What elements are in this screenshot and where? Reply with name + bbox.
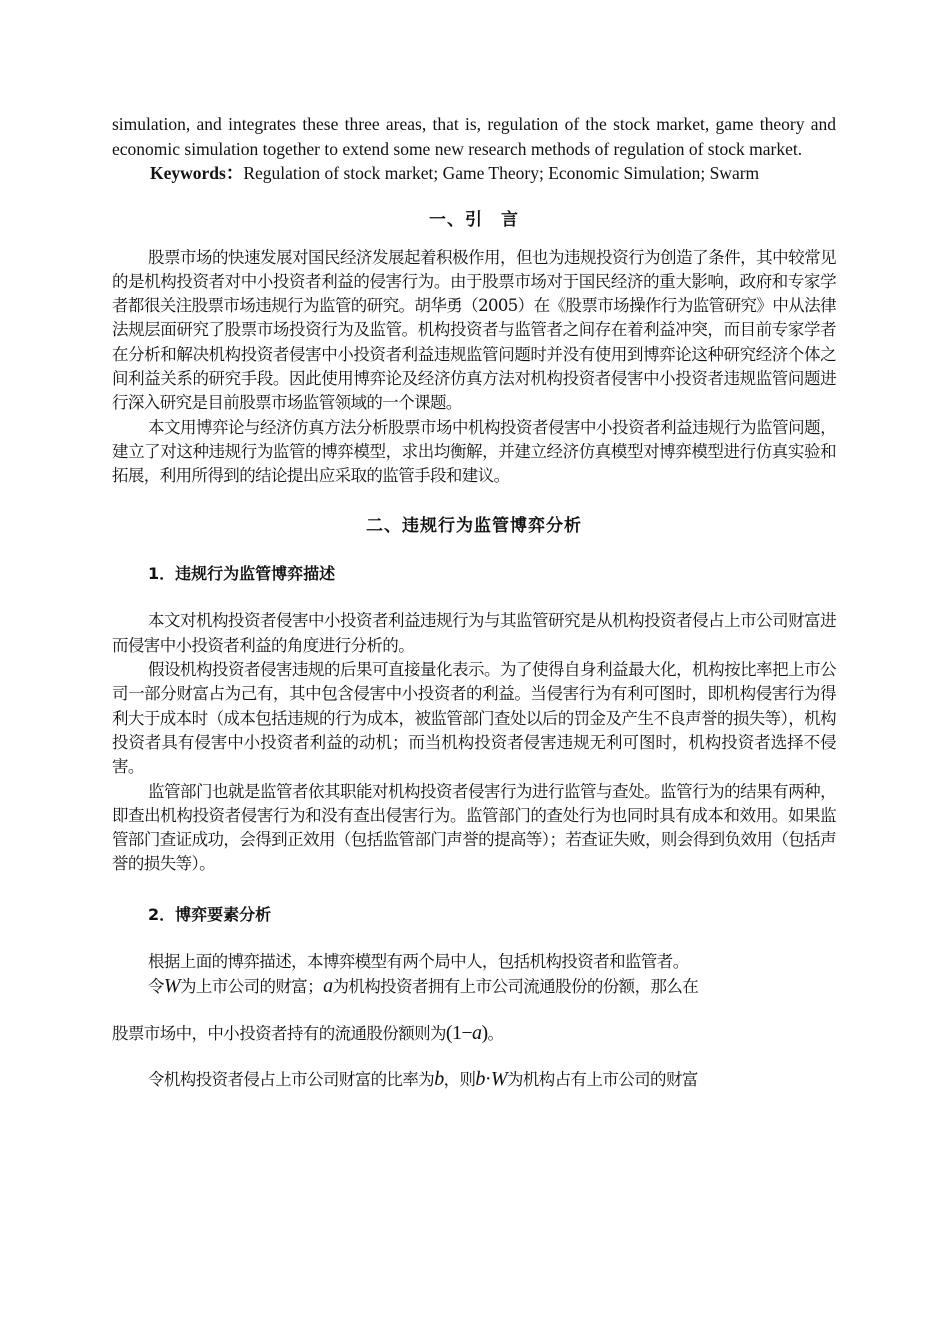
sub1-paragraph-3: 监管部门也就是监管者依其职能对机构投资者侵害行为进行监管与查处。监管行为的结果有两种，即查出机构投资者侵害行为和没有查出侵害行为。监管部门的查处行为也同时具有成本和效用。如果监管部门查证成功，会得到正效用（包括监管部门声誉的提高等）；若查证失败，则会得到负效用（包括声誉的损失等）。 — [112, 781, 836, 874]
text-fragment: 为机构占有上市公司的财富 — [506, 1069, 698, 1089]
text-fragment: 令 — [148, 977, 164, 997]
symbol-b: b — [434, 1067, 444, 1090]
expr-close: ) — [481, 1022, 488, 1045]
sub2-paragraph-3 — [112, 1021, 836, 1046]
subsection-title-1: 1．违规行为监管博弈描述 — [148, 564, 336, 584]
intro-paragraph-1: 股票市场的快速发展对国民经济发展起着积极作用，但也为违规投资行为创造了条件，其中较常见的是机构投资者对中小投资者利益的侵害行为。由于股票市场对于国民经济的重大影响，政府和专家学者都很关注股票市场违规行为监管的研究。胡华勇（2005）在《股票市场操作行为监管研究》中从法律法规层面研究了股票市场投资行为及监管。机构投资者与监管者之间存在着利益冲突，而目前专家学者在分析和解决机构投资者侵害中小投资者利益违规监管问题时并没有使用到博弈论这种研究经济个体之间利益关系的研究手段。因此使用博弈论及经济仿真方法对机构投资者侵害中小投资者违规监管问题进行深入研究是目前股票市场监管领域的一个课题。 — [112, 247, 836, 413]
abstract-tail: simulation, and integrates these three areas, that is, regulation of the stock market, game theory and economic simulation together to extend some new research methods of regulation of stock market. — [112, 114, 836, 159]
text-fragment: 为机构投资者拥有上市公司流通股份的份额，那么在 — [332, 977, 699, 997]
expr-open: (1− — [445, 1022, 473, 1045]
sub2-paragraph-2 — [112, 974, 836, 999]
symbol-W: W — [163, 975, 180, 998]
keywords-text: Regulation of stock market; Game Theory; Economic Simulation; Swarm — [243, 163, 760, 183]
sub2-paragraph-4 — [112, 1067, 836, 1092]
sub1-paragraph-1: 本文对机构投资者侵害中小投资者利益违规行为与其监管研究是从机构投资者侵占上市公司财富进而侵害中小投资者利益的角度进行分析的。 — [112, 611, 836, 655]
keywords-line — [112, 161, 836, 186]
symbol-a: a — [323, 975, 333, 998]
text-fragment: 。 — [487, 1024, 504, 1044]
sub1-paragraph-2: 假设机构投资者侵害违规的后果可直接量化表示。为了使得自身利益最大化，机构按比率把上市公司一部分财富占为己有，其中包含侵害中小投资者的利益。当侵害行为有利可图时，即机构侵害行为得利大于成本时（成本包括违规的行为成本，被监管部门查处以后的罚金及产生不良声誉的损失等），机构投资者具有侵害中小投资者利益的动机；而当机构投资者侵害违规无利可图时，机构投资者选择不侵害。 — [112, 660, 836, 777]
section-title-introduction: 一、引 言 — [429, 209, 519, 230]
section-title-game-analysis: 二、违规行为监管博弈分析 — [366, 516, 582, 537]
sub2-paragraph-1: 根据上面的博弈描述，本博弈模型有两个局中人，包括机构投资者和监管者。 — [148, 951, 689, 971]
text-fragment: 令机构投资者侵占上市公司财富的比率为 — [148, 1069, 435, 1089]
subsection-title-2: 2．博弈要素分析 — [148, 904, 272, 924]
symbol-W: W — [490, 1067, 507, 1090]
paper-page — [112, 112, 836, 1092]
symbol-b: b — [475, 1067, 485, 1090]
symbol-a: a — [472, 1022, 482, 1045]
text-fragment: 股票市场中，中小投资者持有的流通股份额则为 — [112, 1024, 446, 1044]
text-fragment: 为上市公司的财富； — [179, 977, 324, 997]
symbol-dot: · — [484, 1067, 491, 1090]
text-fragment: ，则 — [443, 1069, 476, 1089]
keywords-label: Keywords： — [150, 163, 244, 183]
intro-paragraph-2: 本文用博弈论与经济仿真方法分析股票市场中机构投资者侵害中小投资者利益违规行为监管问题，建立了对这种违规行为监管的博弈模型，求出均衡解，并建立经济仿真模型对博弈模型进行仿真实验和拓展，利用所得到的结论提出应采取的监管手段和建议。 — [112, 417, 836, 486]
